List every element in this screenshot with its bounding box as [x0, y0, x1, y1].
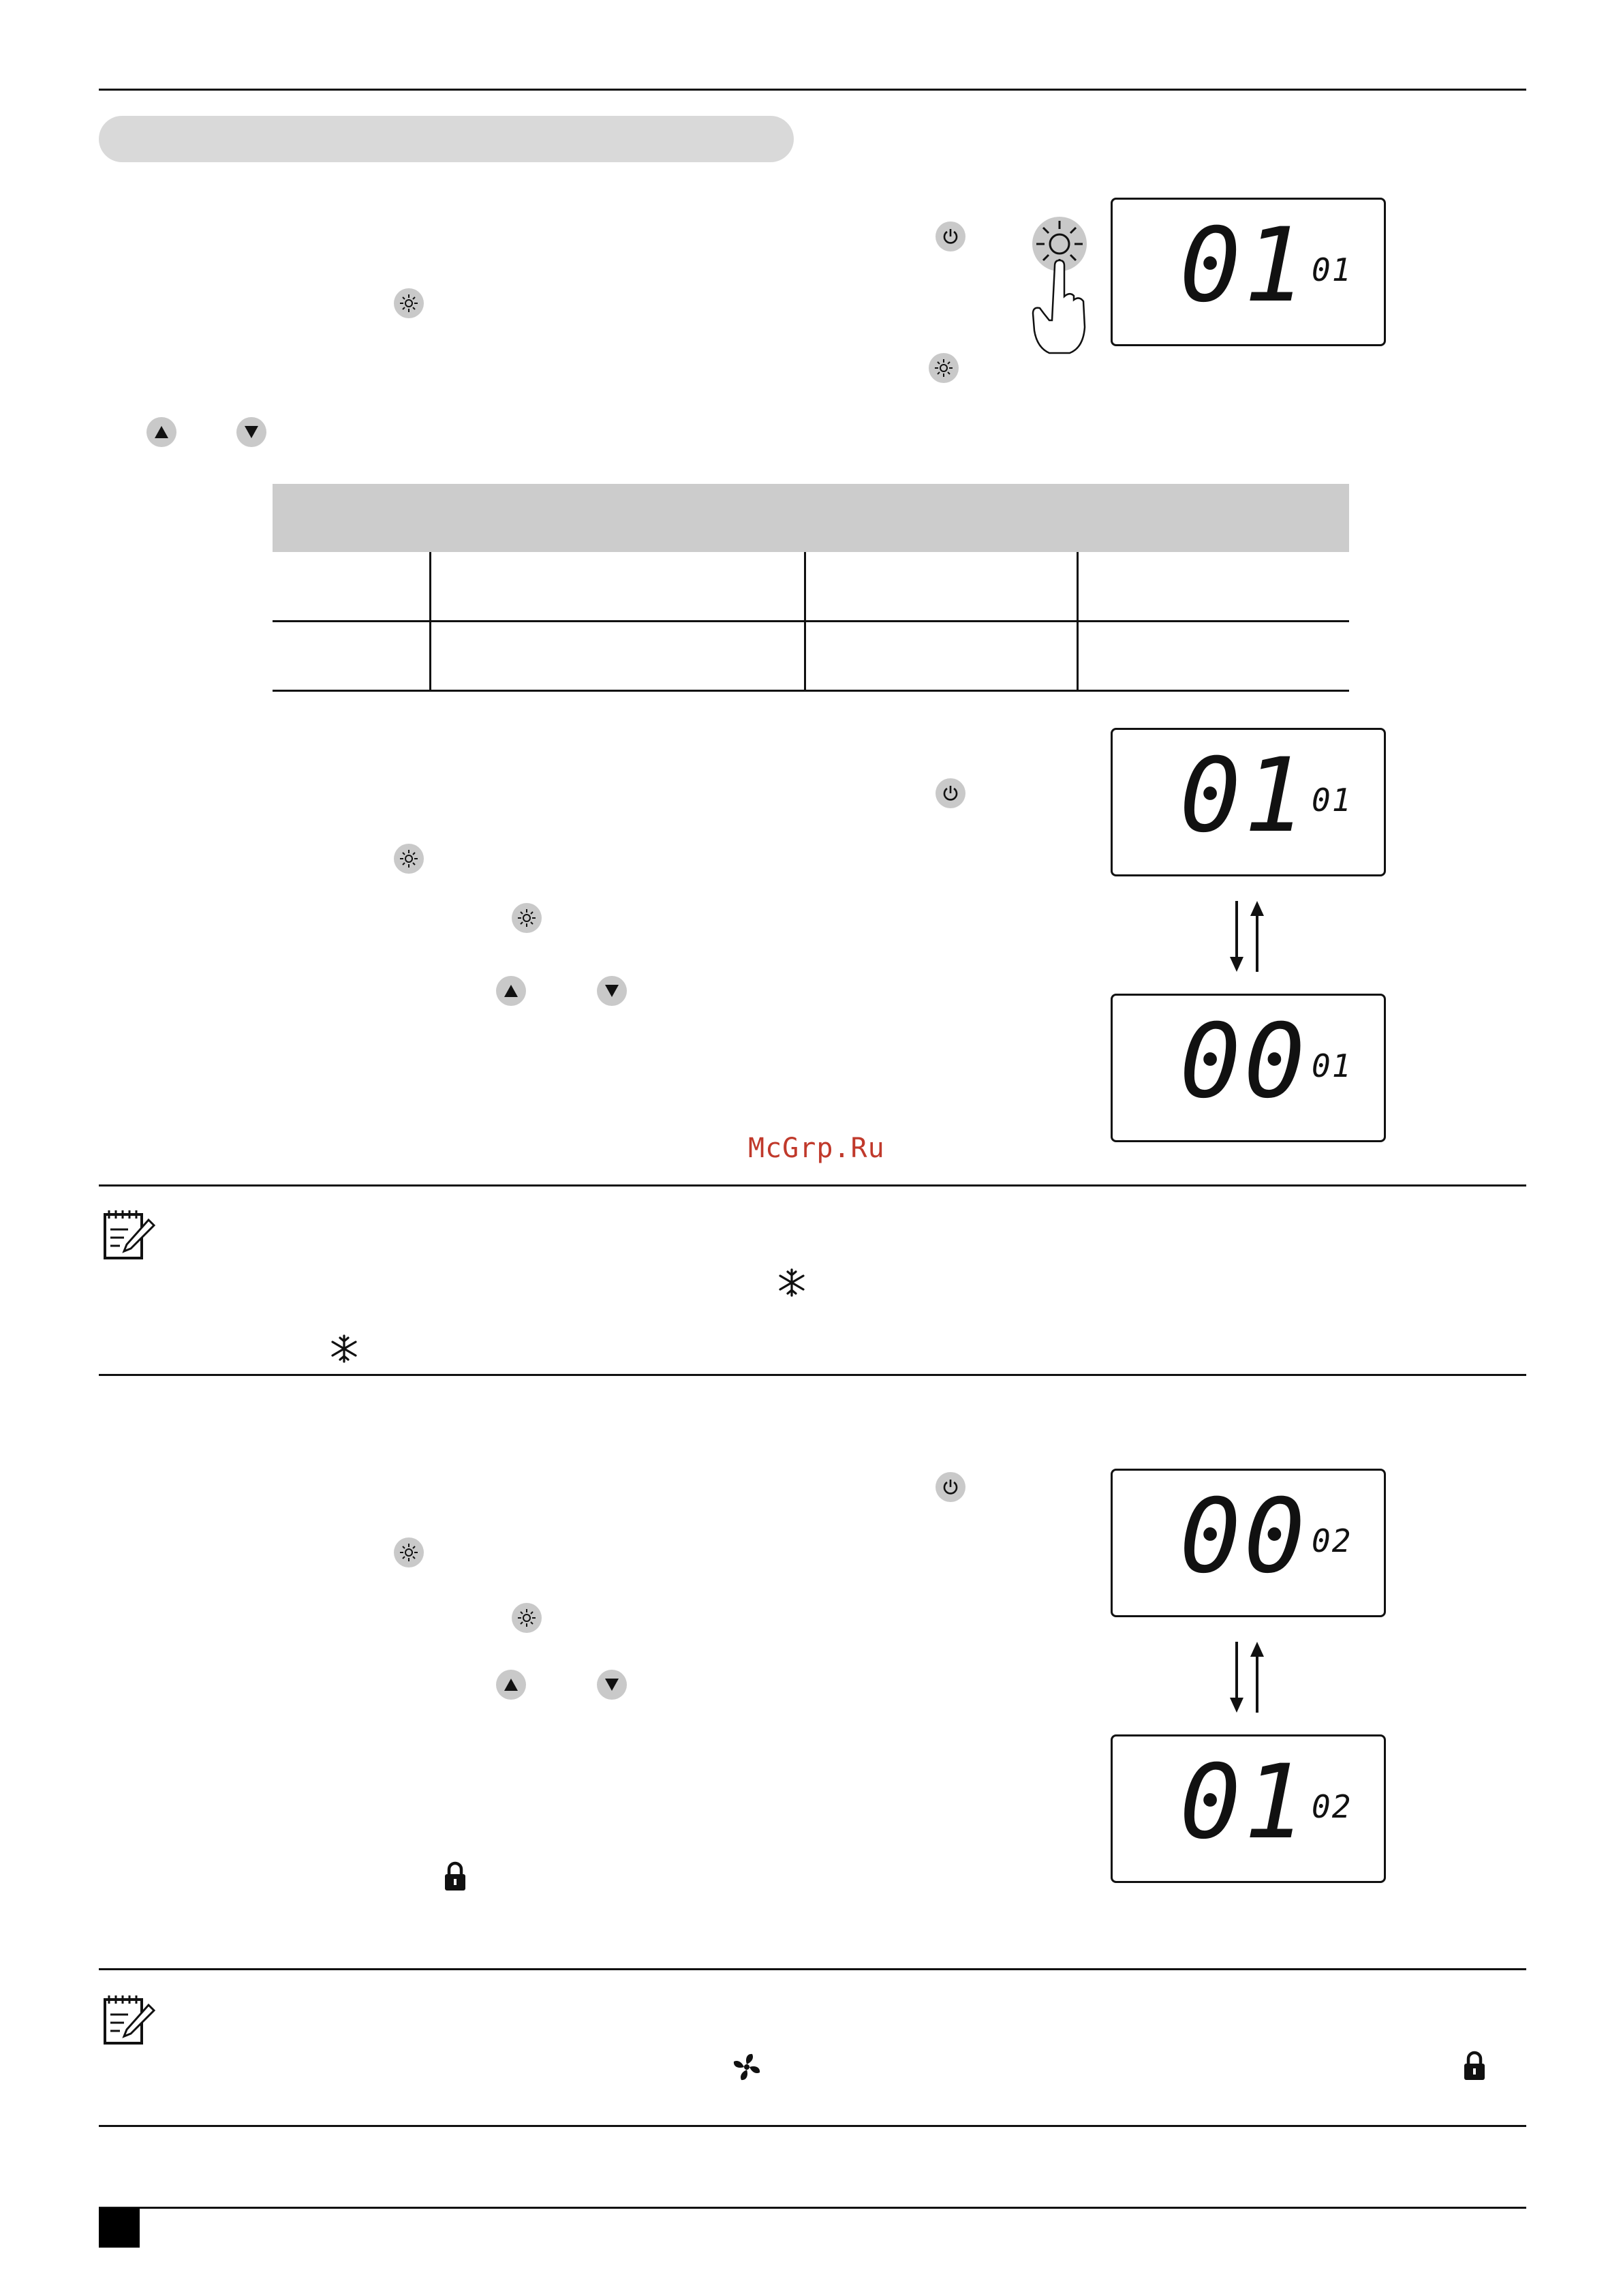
lcd-main-value: 01: [1179, 206, 1308, 325]
top-rule: [99, 89, 1526, 91]
lcd-main-value: 01: [1179, 1743, 1308, 1862]
fan-icon: [731, 2051, 762, 2083]
snowflake-icon: [777, 1268, 807, 1298]
lock-icon: [442, 1861, 469, 1892]
lcd-sub-value: 02: [1312, 1522, 1352, 1559]
down-arrow-icon: [236, 417, 266, 447]
sun-icon: [394, 1537, 424, 1567]
lcd-display-3: [1111, 994, 1386, 1142]
power-icon: [936, 778, 965, 808]
lcd-main-value: 01: [1179, 737, 1308, 855]
table-column-divider: [429, 552, 431, 691]
lock-icon: [1461, 2050, 1488, 2081]
up-arrow-icon: [496, 1670, 526, 1700]
down-arrow-icon: [597, 976, 627, 1006]
note-icon: [101, 1208, 155, 1262]
lcd-sub-value: 02: [1312, 1788, 1352, 1825]
lcd-display-4: [1111, 1469, 1386, 1617]
lcd-main-value: 00: [1179, 1002, 1308, 1121]
snowflake-icon: [329, 1334, 359, 1364]
page-number-block: [99, 2208, 140, 2248]
lcd-display-1: [1111, 198, 1386, 346]
sun-icon: [394, 288, 424, 318]
sun-icon: [929, 353, 959, 383]
note-bottom-rule: [99, 2125, 1526, 2127]
lcd-display-5: [1111, 1734, 1386, 1883]
table-column-divider: [804, 552, 806, 691]
section-title-bar: [99, 116, 794, 162]
sun-icon: [394, 844, 424, 874]
up-arrow-icon: [146, 417, 176, 447]
sun-icon: [512, 903, 542, 933]
hand-pointer-icon: [1022, 211, 1097, 358]
sun-icon: [512, 1603, 542, 1633]
footer-rule: [99, 2207, 1526, 2209]
up-arrow-icon: [496, 976, 526, 1006]
lcd-sub-value: 01: [1312, 782, 1352, 818]
watermark: McGrp.Ru: [748, 1133, 885, 1164]
power-icon: [936, 221, 965, 251]
power-icon: [936, 1472, 965, 1502]
lcd-main-value: 00: [1179, 1478, 1308, 1596]
down-arrow-icon: [597, 1670, 627, 1700]
lcd-display-2: [1111, 728, 1386, 876]
note-top-rule: [99, 1968, 1526, 1970]
lcd-sub-value: 01: [1312, 251, 1352, 288]
toggle-arrows-icon: [1223, 898, 1271, 975]
toggle-arrows-icon: [1223, 1639, 1271, 1715]
table-header: [273, 484, 1349, 552]
table-column-divider: [1077, 552, 1079, 691]
lcd-sub-value: 01: [1312, 1047, 1352, 1084]
note-bottom-rule: [99, 1374, 1526, 1376]
note-icon: [101, 1993, 155, 2047]
note-top-rule: [99, 1184, 1526, 1187]
table-row-divider: [273, 620, 1349, 622]
table-bottom-rule: [273, 690, 1349, 692]
